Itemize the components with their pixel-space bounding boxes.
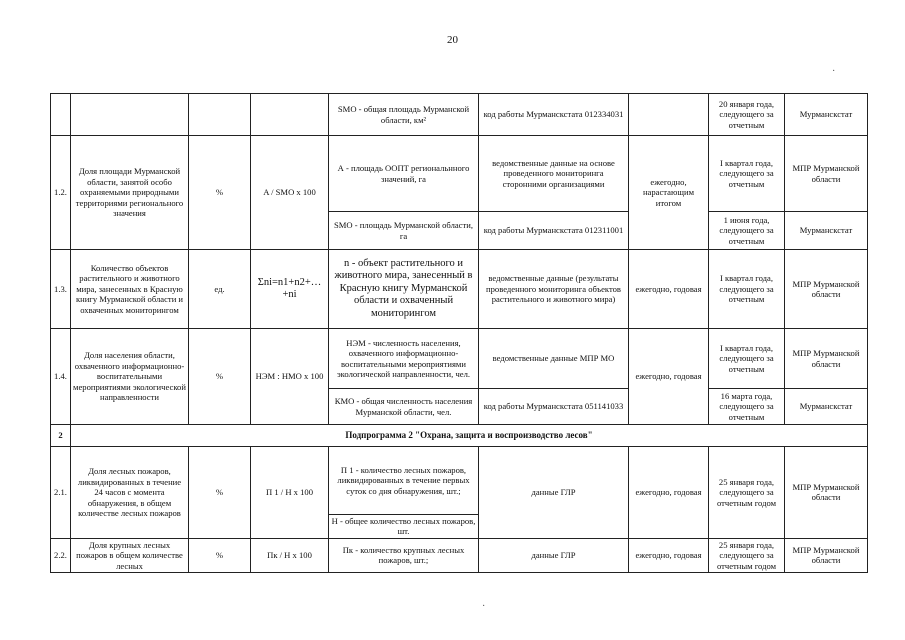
deadline: 16 марта года, следующего за отчетным (709, 389, 785, 425)
deadline: 25 января года, следующего за отчетным годом (709, 538, 785, 572)
scan-speck: · (832, 66, 836, 77)
parameter-description: n - объект растительного и животного мира, занесенный в Красную книгу Мурманской области и охваченный мониторингом (329, 250, 479, 329)
parameter-description: Н - общее количество лесных пожаров, шт. (329, 515, 479, 539)
parameter-description: Пк - количество крупных лесных пожаров, шт.; (329, 538, 479, 572)
responsible: МПР Мурманской области (785, 250, 868, 329)
row-number (51, 94, 71, 136)
responsible: МПР Мурманской области (785, 538, 868, 572)
indicator-name: Доля крупных лесных пожаров в общем количестве лесных (71, 538, 189, 572)
formula: П 1 / Н х 100 (251, 447, 329, 539)
formula: Пк / Н х 100 (251, 538, 329, 572)
responsible: МПР Мурманской области (785, 447, 868, 539)
indicator-name: Доля населения области, охваченного информационно-воспитательными мероприятиями экологической направленности (71, 329, 189, 425)
table-row (51, 136, 868, 212)
data-source: данные ГЛР (479, 447, 629, 539)
frequency: ежегодно, годовая (629, 329, 709, 425)
frequency: ежегодно, годовая (629, 538, 709, 572)
data-source: данные ГЛР (479, 538, 629, 572)
unit: % (189, 538, 251, 572)
table-row (51, 447, 868, 515)
scan-speck: · (482, 601, 486, 612)
unit: % (189, 136, 251, 250)
indicator-name (71, 94, 189, 136)
parameter-description: SMO - площадь Мурманской области, га (329, 212, 479, 250)
formula: Σni=n1+n2+…+ni (251, 250, 329, 329)
formula: НЭМ : НМО х 100 (251, 329, 329, 425)
frequency: ежегодно, годовая (629, 447, 709, 539)
unit: % (189, 329, 251, 425)
subprogram-title: Подпрограмма 2 "Охрана, защита и воспроизводство лесов" (71, 425, 868, 447)
deadline: 1 июня года, следующего за отчетным (709, 212, 785, 250)
subprogram-number: 2 (51, 425, 71, 447)
parameter-description: КМО - общая численность населения Мурманской области, чел. (329, 389, 479, 425)
row-number: 1.3. (51, 250, 71, 329)
deadline: I квартал года, следующего за отчетным (709, 136, 785, 212)
unit (189, 94, 251, 136)
parameter-description: НЭМ - численность населения, охваченного информационно-воспитательными мероприятиями экологической направленности, чел. (329, 329, 479, 389)
row-number: 1.2. (51, 136, 71, 250)
indicator-name: Доля площади Мурманской области, занятой особо охраняемыми природными территориями регионального значения (71, 136, 189, 250)
parameter-description: П 1 - количество лесных пожаров, ликвидированных в течение первых суток со дня обнаружения, шт.; (329, 447, 479, 515)
row-number: 1.4. (51, 329, 71, 425)
indicators-table (50, 93, 868, 573)
responsible: Мурманскстат (785, 94, 868, 136)
table-row (51, 94, 868, 136)
row-number: 2.1. (51, 447, 71, 539)
page-number: 20 (447, 34, 458, 46)
responsible: Мурманскстат (785, 389, 868, 425)
table-row (51, 250, 868, 329)
responsible: МПР Мурманской области (785, 329, 868, 389)
data-source: ведомственные данные МПР МО (479, 329, 629, 389)
frequency: ежегодно, годовая (629, 250, 709, 329)
data-source: код работы Мурманскстата 012334031 (479, 94, 629, 136)
deadline: I квартал года, следующего за отчетным (709, 329, 785, 389)
data-source: код работы Мурманскстата 051141033 (479, 389, 629, 425)
subprogram-row (51, 425, 868, 447)
indicator-name: Количество объектов растительного и животного мира, занесенных в Красную книгу Мурманской области и охваченных мониторингом (71, 250, 189, 329)
formula (251, 94, 329, 136)
data-source: ведомственные данные на основе проведенного мониторинга сторонними организациями (479, 136, 629, 212)
responsible: МПР Мурманской области (785, 136, 868, 212)
deadline: I квартал года, следующего за отчетным (709, 250, 785, 329)
deadline: 20 января года, следующего за отчетным (709, 94, 785, 136)
row-number: 2.2. (51, 538, 71, 572)
deadline: 25 января года, следующего за отчетным годом (709, 447, 785, 539)
frequency (629, 94, 709, 136)
data-source: ведомственные данные (результаты проведенного мониторинга объектов растительного и животного мира) (479, 250, 629, 329)
formula: A / SMO x 100 (251, 136, 329, 250)
unit: % (189, 447, 251, 539)
indicator-name: Доля лесных пожаров, ликвидированных в течение 24 часов с момента обнаружения, в общем количестве лесных пожаров (71, 447, 189, 539)
unit: ед. (189, 250, 251, 329)
parameter-description: А - площадь ООПТ региональнного значений, га (329, 136, 479, 212)
parameter-description: SMO - общая площадь Мурманской области, км² (329, 94, 479, 136)
table-row (51, 538, 868, 572)
responsible: Мурманскстат (785, 212, 868, 250)
data-source: код работы Мурманскстата 012311001 (479, 212, 629, 250)
frequency: ежегодно, нарастающим итогом (629, 136, 709, 250)
table-row (51, 329, 868, 389)
